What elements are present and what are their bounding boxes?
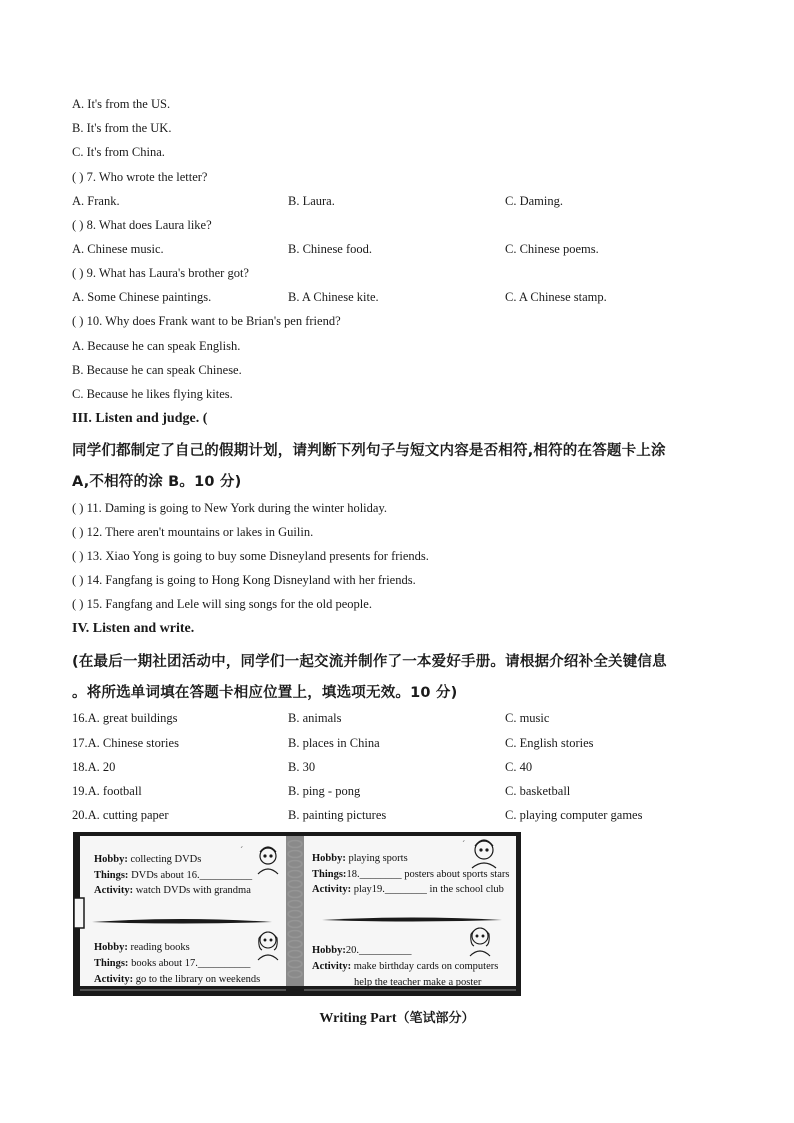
section4-title: IV. Listen and write. bbox=[72, 621, 195, 636]
q16-option-c: C. music bbox=[505, 711, 550, 725]
activity-2: Activity: go to the library on weekends bbox=[94, 974, 261, 985]
q10-option-a: A. Because he can speak English. bbox=[72, 339, 241, 353]
q18-option-c: C. 40 bbox=[505, 760, 533, 774]
q11: ( ) 11. Daming is going to New York during the winter holiday. bbox=[72, 501, 388, 515]
q15: ( ) 15. Fangfang and Lele will sing songs for the old people. bbox=[72, 597, 372, 611]
hobby-1: Hobby: collecting DVDs bbox=[94, 854, 202, 865]
q17-option-b: B. places in China bbox=[288, 736, 380, 750]
writing-part-en: Writing Part bbox=[319, 1011, 397, 1026]
section3-instruction-1: 同学们都制定了自己的假期计划，请判断下列句子与短文内容是否相符,相符的在答题卡上涂 bbox=[72, 443, 666, 459]
q10-question: ( ) 10. Why does Frank want to be Brian's pen friend? bbox=[72, 314, 341, 328]
q8-question: ( ) 8. What does Laura like? bbox=[72, 218, 212, 232]
q9-option-b: B. A Chinese kite. bbox=[288, 290, 379, 304]
q7-option-a: A. Frank. bbox=[72, 194, 120, 208]
writing-part-heading bbox=[0, 1007, 794, 1027]
q8-option-b: B. Chinese food. bbox=[288, 242, 373, 256]
hobby-2: Hobby: reading books bbox=[94, 942, 190, 953]
q12: ( ) 12. There aren't mountains or lakes in Guilin. bbox=[72, 525, 314, 539]
q20-option-c: C. playing computer games bbox=[505, 808, 643, 822]
section3-title: III. Listen and judge. ( bbox=[72, 411, 208, 426]
q20-option-a: 20.A. cutting paper bbox=[72, 808, 169, 822]
q19-option-a: 19.A. football bbox=[72, 784, 142, 798]
things-1: Things: DVDs about 16.__________ bbox=[94, 870, 253, 881]
svg-text:ˊ: ˊ bbox=[462, 840, 466, 851]
q8-option-a: A. Chinese music. bbox=[72, 242, 164, 256]
q9-question: ( ) 9. What has Laura's brother got? bbox=[72, 266, 249, 280]
q19-option-b: B. ping - pong bbox=[288, 784, 361, 798]
q7-option-c: C. Daming. bbox=[505, 194, 563, 208]
q10-option-b: B. Because he can speak Chinese. bbox=[72, 363, 242, 377]
section4-instruction-1: (在最后一期社团活动中，同学们一起交流并制作了一本爱好手册。请根据介绍补全关键信息 bbox=[72, 654, 667, 670]
writing-part-cn: （笔试部分） bbox=[396, 1011, 475, 1026]
activity-4: Activity: make birthday cards on computers bbox=[312, 961, 499, 972]
q13: ( ) 13. Xiao Yong is going to buy some Disneyland presents for friends. bbox=[72, 549, 429, 563]
q8-option-c: C. Chinese poems. bbox=[505, 242, 599, 256]
q7-option-b: B. Laura. bbox=[288, 194, 335, 208]
q18-option-a: 18.A. 20 bbox=[72, 760, 116, 774]
activity-1: Activity: watch DVDs with grandma bbox=[94, 885, 251, 896]
q14: ( ) 14. Fangfang is going to Hong Kong Disneyland with her friends. bbox=[72, 573, 416, 587]
hobby-3: Hobby: playing sports bbox=[312, 853, 408, 864]
q10-option-c: C. Because he likes flying kites. bbox=[72, 387, 233, 401]
q7-question: ( ) 7. Who wrote the letter? bbox=[72, 170, 208, 184]
activity-4-line2: help the teacher make a poster bbox=[354, 977, 482, 988]
things-2: Things: books about 17.__________ bbox=[94, 958, 251, 969]
section4-instruction-2: 。将所选单词填在答题卡相应位置上，填选项无效。10 分) bbox=[72, 685, 458, 701]
q6-option-c: C. It's from China. bbox=[72, 145, 165, 159]
q9-option-a: A. Some Chinese paintings. bbox=[72, 290, 212, 304]
q6-option-b: B. It's from the UK. bbox=[72, 121, 172, 135]
q19-option-c: C. basketball bbox=[505, 784, 571, 798]
q20-option-b: B. painting pictures bbox=[288, 808, 387, 822]
q9-option-c: C. A Chinese stamp. bbox=[505, 290, 607, 304]
q17-option-c: C. English stories bbox=[505, 736, 594, 750]
svg-text:ˊ: ˊ bbox=[240, 846, 244, 857]
activity-3: Activity: play19.________ in the school club bbox=[312, 884, 504, 895]
q16-option-a: 16.A. great buildings bbox=[72, 711, 178, 725]
q18-option-b: B. 30 bbox=[288, 760, 316, 774]
q6-option-a: A. It's from the US. bbox=[72, 97, 171, 111]
section3-instruction-2: A,不相符的涂 B。10 分) bbox=[72, 474, 242, 490]
hobby-notebook-image bbox=[72, 830, 524, 998]
q16-option-b: B. animals bbox=[288, 711, 342, 725]
q17-option-a: 17.A. Chinese stories bbox=[72, 736, 179, 750]
things-3: Things:18.________ posters about sports stars bbox=[312, 869, 510, 880]
hobby-4: Hobby:20.__________ bbox=[312, 945, 412, 956]
